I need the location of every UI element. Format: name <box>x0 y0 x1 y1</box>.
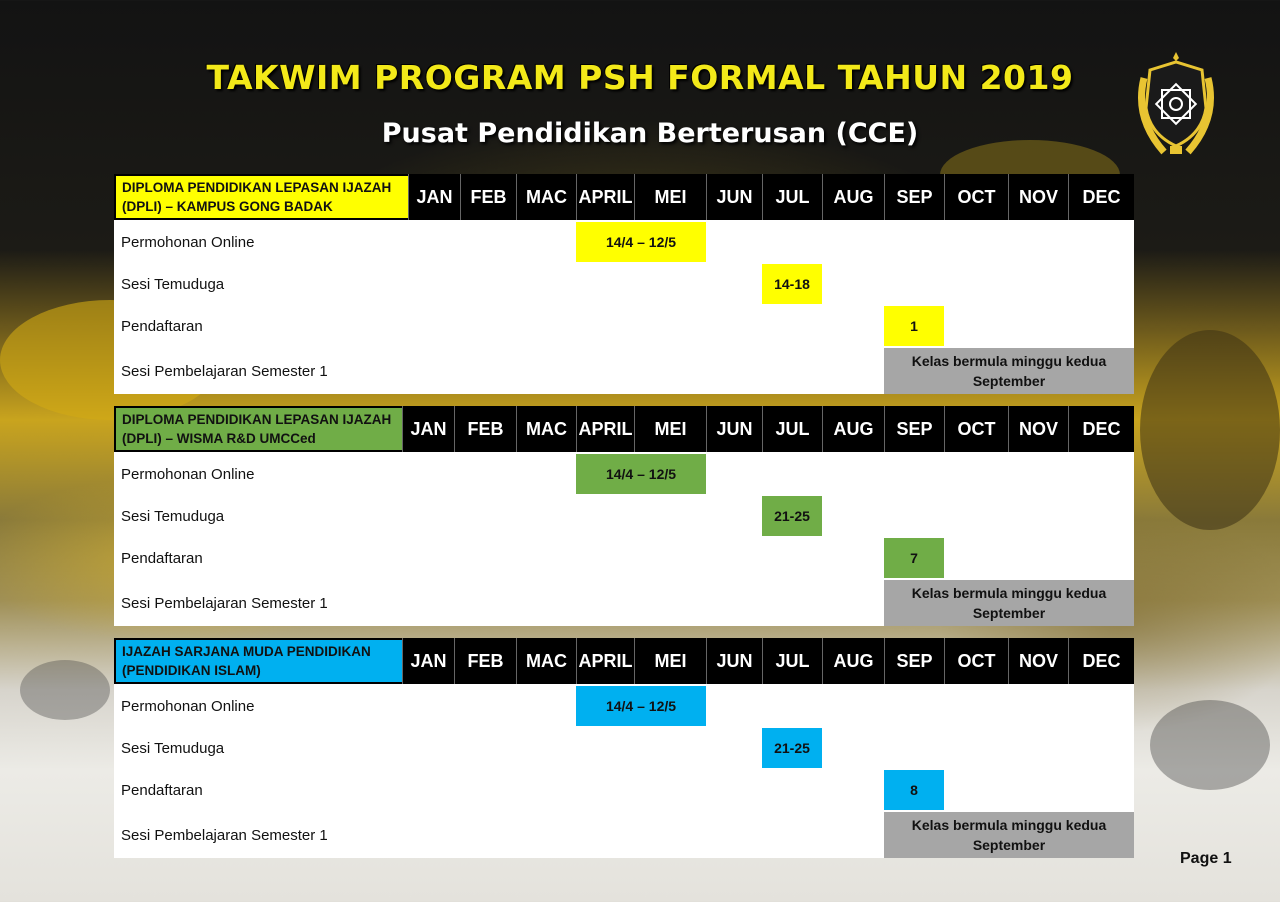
month-header: NOV <box>1008 638 1068 684</box>
program-name: IJAZAH SARJANA MUDA PENDIDIKAN (PENDIDIKAN ISLAM) <box>116 640 402 682</box>
month-header: SEP <box>884 174 944 220</box>
month-header: AUG <box>822 174 884 220</box>
month-header: JUL <box>762 406 822 452</box>
month-header: JUN <box>706 174 762 220</box>
online-application-period: 14/4 – 12/5 <box>576 454 706 494</box>
month-header: JUN <box>706 638 762 684</box>
online-application-period: 14/4 – 12/5 <box>576 686 706 726</box>
registration-date: 7 <box>884 538 944 578</box>
month-header: OCT <box>944 638 1008 684</box>
interview-dates: 14-18 <box>762 264 822 304</box>
row-label: Sesi Pembelajaran Semester 1 <box>121 363 328 380</box>
month-header: JAN <box>402 406 454 452</box>
interview-dates: 21-25 <box>762 728 822 768</box>
registration-date: 8 <box>884 770 944 810</box>
month-header: DEC <box>1068 406 1134 452</box>
month-header: OCT <box>944 174 1008 220</box>
program-name: DIPLOMA PENDIDIKAN LEPASAN IJAZAH (DPLI) – WISMA R&D UMCCed <box>116 408 402 450</box>
paint-splash <box>20 660 110 720</box>
program-name: DIPLOMA PENDIDIKAN LEPASAN IJAZAH (DPLI) – KAMPUS GONG BADAK <box>116 176 408 218</box>
month-header: DEC <box>1068 638 1134 684</box>
page-number: Page 1 <box>1180 850 1232 867</box>
row-label: Pendaftaran <box>121 782 203 799</box>
month-header: JUL <box>762 638 822 684</box>
program-table-ijazah-sarjana-muda <box>114 638 1134 858</box>
semester-start-note: Kelas bermula minggu kedua September <box>884 348 1134 394</box>
row-label: Sesi Temuduga <box>121 740 225 757</box>
program-table-dpli-wisma <box>114 406 1134 626</box>
row-label: Sesi Pembelajaran Semester 1 <box>121 595 328 612</box>
month-header: APRIL <box>576 174 634 220</box>
month-header: FEB <box>460 174 516 220</box>
row-label: Sesi Pembelajaran Semester 1 <box>121 827 328 844</box>
online-application-period: 14/4 – 12/5 <box>576 222 706 262</box>
month-header: JAN <box>408 174 460 220</box>
row-label: Pendaftaran <box>121 550 203 567</box>
semester-start-note: Kelas bermula minggu kedua September <box>884 580 1134 626</box>
month-header: SEP <box>884 406 944 452</box>
month-header: APRIL <box>576 406 634 452</box>
month-header: APRIL <box>576 638 634 684</box>
month-header: FEB <box>454 638 516 684</box>
month-header: AUG <box>822 406 884 452</box>
row-label: Permohonan Online <box>121 234 255 251</box>
row-label: Permohonan Online <box>121 466 255 483</box>
month-header: MAC <box>516 638 576 684</box>
row-label: Pendaftaran <box>121 318 203 335</box>
month-header: SEP <box>884 638 944 684</box>
interview-dates: 21-25 <box>762 496 822 536</box>
month-header: JUN <box>706 406 762 452</box>
paint-splash <box>1140 330 1280 530</box>
month-header: MEI <box>634 174 706 220</box>
month-header: FEB <box>454 406 516 452</box>
month-header: OCT <box>944 406 1008 452</box>
month-header: MEI <box>634 638 706 684</box>
registration-date: 1 <box>884 306 944 346</box>
month-header: DEC <box>1068 174 1134 220</box>
month-header: NOV <box>1008 174 1068 220</box>
month-header: MAC <box>516 406 576 452</box>
page-subtitle: Pusat Pendidikan Berterusan (CCE) <box>381 118 919 149</box>
row-label: Permohonan Online <box>121 698 255 715</box>
month-header: JAN <box>402 638 454 684</box>
page-title: TAKWIM PROGRAM PSH FORMAL TAHUN 2019 <box>206 58 1074 97</box>
month-header: MEI <box>634 406 706 452</box>
month-header: AUG <box>822 638 884 684</box>
row-label: Sesi Temuduga <box>121 508 225 525</box>
month-header: NOV <box>1008 406 1068 452</box>
semester-start-note: Kelas bermula minggu kedua September <box>884 812 1134 858</box>
institution-emblem-icon <box>1130 48 1222 160</box>
paint-splash <box>1150 700 1270 790</box>
row-label: Sesi Temuduga <box>121 276 225 293</box>
month-header: MAC <box>516 174 576 220</box>
program-table-dpli-gong-badak <box>114 174 1134 394</box>
month-header: JUL <box>762 174 822 220</box>
